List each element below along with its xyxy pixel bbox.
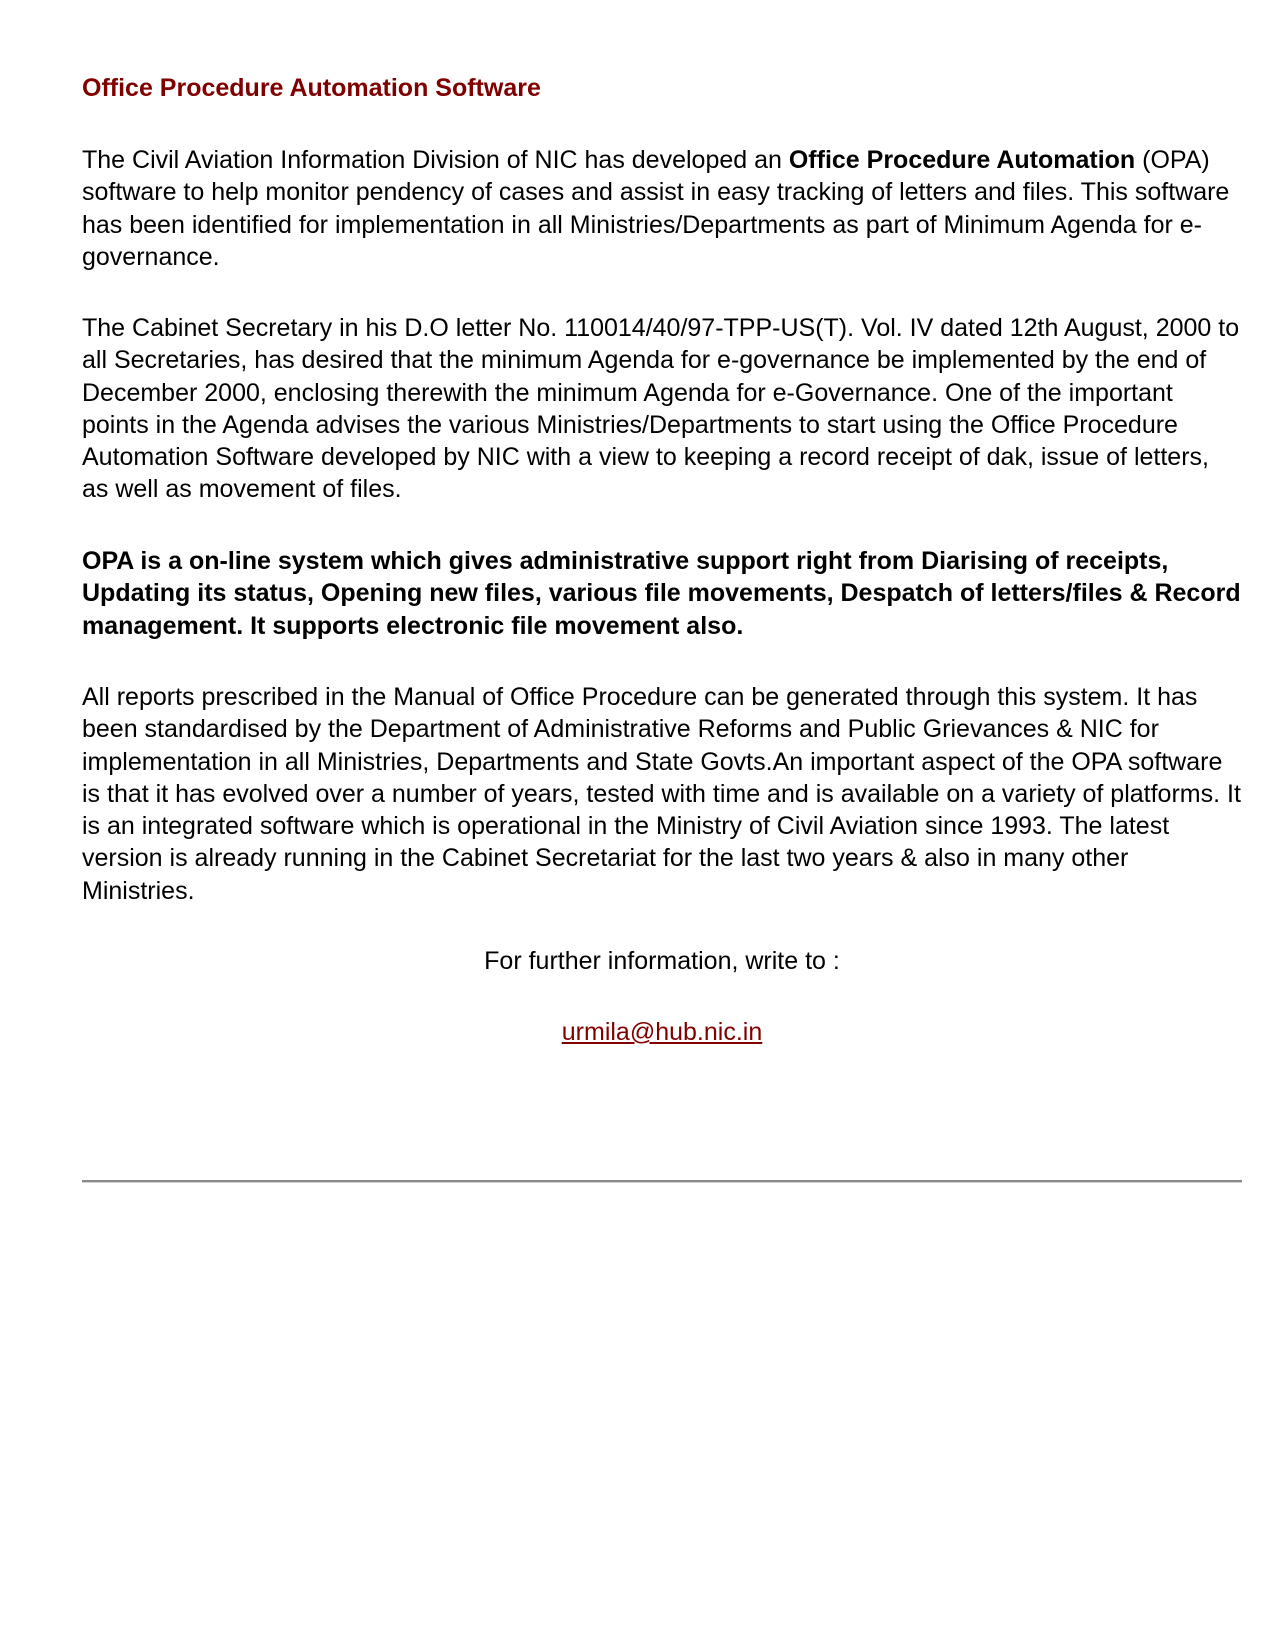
intro-bold-product-name: Office Procedure Automation [788,146,1136,174]
contact-email-container [82,1016,1242,1048]
intro-text-after: (OPA) software to help monitor pendency of cases and assist in easy tracking of letters and files. This software has been identified for implementation in all Ministries/Departments as part of Minimum Agenda for e-governance. [82,146,1230,271]
intro-text-before: The Civil Aviation Information Division of NIC has developed an [82,146,789,174]
reports-paragraph: All reports prescribed in the Manual of Office Procedure can be generated through this system. It has been standardised by the Department of Administrative Reforms and Public Grievances & NIC for implementation in all Ministries, Departments and State Govts.An important aspect of the OPA software is that it has evolved over a number of years, tested with time and is available on a variety of platforms. It is an integrated software which is operational in the Ministry of Civil Aviation since 1993. The latest version is already running in the Cabinet Secretariat for the last two years & also in many other Ministries. [82,683,1241,905]
horizontal-divider [82,1180,1242,1183]
cabinet-secretary-paragraph: The Cabinet Secretary in his D.O letter No. 110014/40/97-TPP-US(T). Vol. IV dated 12th August, 2000 to all Secretaries, has desired that the minimum Agenda for e-governance be implemented by the end of December 2000, enclosing therewith the minimum Agenda for e-Governance. One of the important points in the Agenda advises the various Ministries/Departments to start using the Office Procedure Automation Software developed by NIC with a view to keeping a record receipt of dak, issue of letters, as well as movement of files. [82,314,1240,504]
contact-email-link[interactable]: urmila@hub.nic.in [561,1018,763,1046]
contact-prompt: For further information, write to : [484,947,840,975]
intro-paragraph [82,144,1242,273]
opa-summary-paragraph: OPA is a on-line system which gives administrative support right from Diarising of receipts, Updating its status, Opening new files, various file movements, Despatch of letters/files & Record management. It supports electronic file movement also. [82,547,1241,640]
page-title: Office Procedure Automation Software [82,74,541,102]
